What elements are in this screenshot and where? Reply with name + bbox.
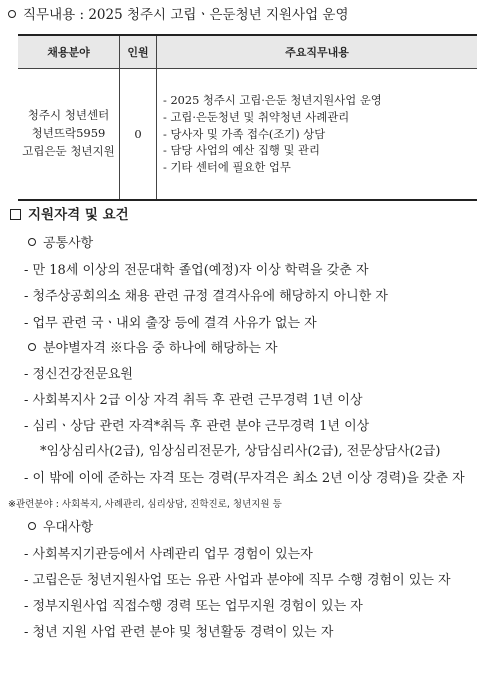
preferred-title-text: 우대사항 xyxy=(43,520,94,535)
cert-note: *임상심리사(2급), 임상심리전문가, 상담심리사(2급), 전문상담사(2급) xyxy=(40,444,441,459)
field-req-item: - 정신건강전문요원 xyxy=(24,367,133,382)
duty-item: - 담당 사업의 예산 집행 및 관리 xyxy=(163,143,320,158)
section-title xyxy=(10,209,129,223)
count-cell: 0 xyxy=(120,69,157,201)
preferred-item: - 고립은둔 청년지원사업 또는 유관 사업과 분야에 직무 수행 경험이 있는 자 xyxy=(24,573,451,588)
related-field-note: ※관련분야 : 사회복지, 사례관리, 심리상담, 진학진로, 청년지원 등 xyxy=(8,499,282,510)
duty-table-row xyxy=(18,69,477,201)
hollow-circle-icon xyxy=(28,343,36,351)
hollow-circle-icon xyxy=(28,522,36,530)
header-duties: 주요직무내용 xyxy=(157,35,478,69)
preferred-title xyxy=(28,521,93,534)
duty-item: - 당사자 및 가족 접수(조기) 상담 xyxy=(163,126,326,141)
header-field: 채용분야 xyxy=(18,35,120,69)
duty-item: - 기타 센터에 필요한 업무 xyxy=(163,160,291,175)
preferred-item: - 청년 지원 사업 관련 분야 및 청년활동 경력이 있는 자 xyxy=(24,625,334,640)
common-item: - 업무 관련 국ㆍ내외 출장 등에 결격 사유가 없는 자 xyxy=(24,316,317,331)
duty-heading-label: 직무내용 xyxy=(23,7,76,23)
square-bullet-icon xyxy=(10,209,21,220)
duties-cell xyxy=(157,69,478,201)
duty-table-header-row xyxy=(18,35,477,69)
field-req-title-text: 분야별자격 ※다음 중 하나에 해당하는 자 xyxy=(43,341,278,356)
field-req-equivalent: - 이 밖에 이에 준하는 자격 또는 경력(무자격은 최소 2년 이상 경력)을 갖춘 자 xyxy=(24,471,465,486)
duty-item: - 2025 청주시 고립·은둔 청년지원사업 운영 xyxy=(163,93,382,108)
field-line: 청주시 청년센터 xyxy=(27,108,110,123)
duty-heading-separator: : xyxy=(79,7,85,23)
duty-heading-text: 2025 청주시 고립ㆍ은둔청년 지원사업 운영 xyxy=(88,7,349,23)
section-title-text: 지원자격 및 요건 xyxy=(28,207,129,223)
hollow-circle-icon xyxy=(28,238,36,246)
common-item: - 청주상공회의소 채용 관련 규정 결격사유에 해당하지 아니한 자 xyxy=(24,289,388,304)
field-line: 고립은둔 청년지원 xyxy=(22,143,115,158)
preferred-item: - 사회복지기관등에서 사례관리 업무 경험이 있는자 xyxy=(24,547,313,562)
duty-table xyxy=(18,34,477,201)
field-req-title xyxy=(28,342,278,355)
field-req-item: - 사회복지사 2급 이상 자격 취득 후 관련 근무경력 1년 이상 xyxy=(24,393,363,408)
duty-heading xyxy=(8,9,349,23)
field-line: 청년뜨락5959 xyxy=(31,126,106,141)
hollow-circle-icon xyxy=(8,10,16,18)
field-req-item: - 심리ㆍ상담 관련 자격*취득 후 관련 분야 근무경력 1년 이상 xyxy=(24,419,370,434)
common-item: - 만 18세 이상의 전문대학 졸업(예정)자 이상 학력을 갖춘 자 xyxy=(24,263,369,278)
duty-item: - 고립·은둔청년 및 취약청년 사례관리 xyxy=(163,109,350,124)
preferred-item: - 정부지원사업 직접수행 경력 또는 업무지원 경험이 있는 자 xyxy=(24,599,363,614)
common-title-text: 공통사항 xyxy=(43,236,94,251)
common-title xyxy=(28,237,93,250)
field-cell xyxy=(18,69,120,201)
header-count: 인원 xyxy=(120,35,157,69)
